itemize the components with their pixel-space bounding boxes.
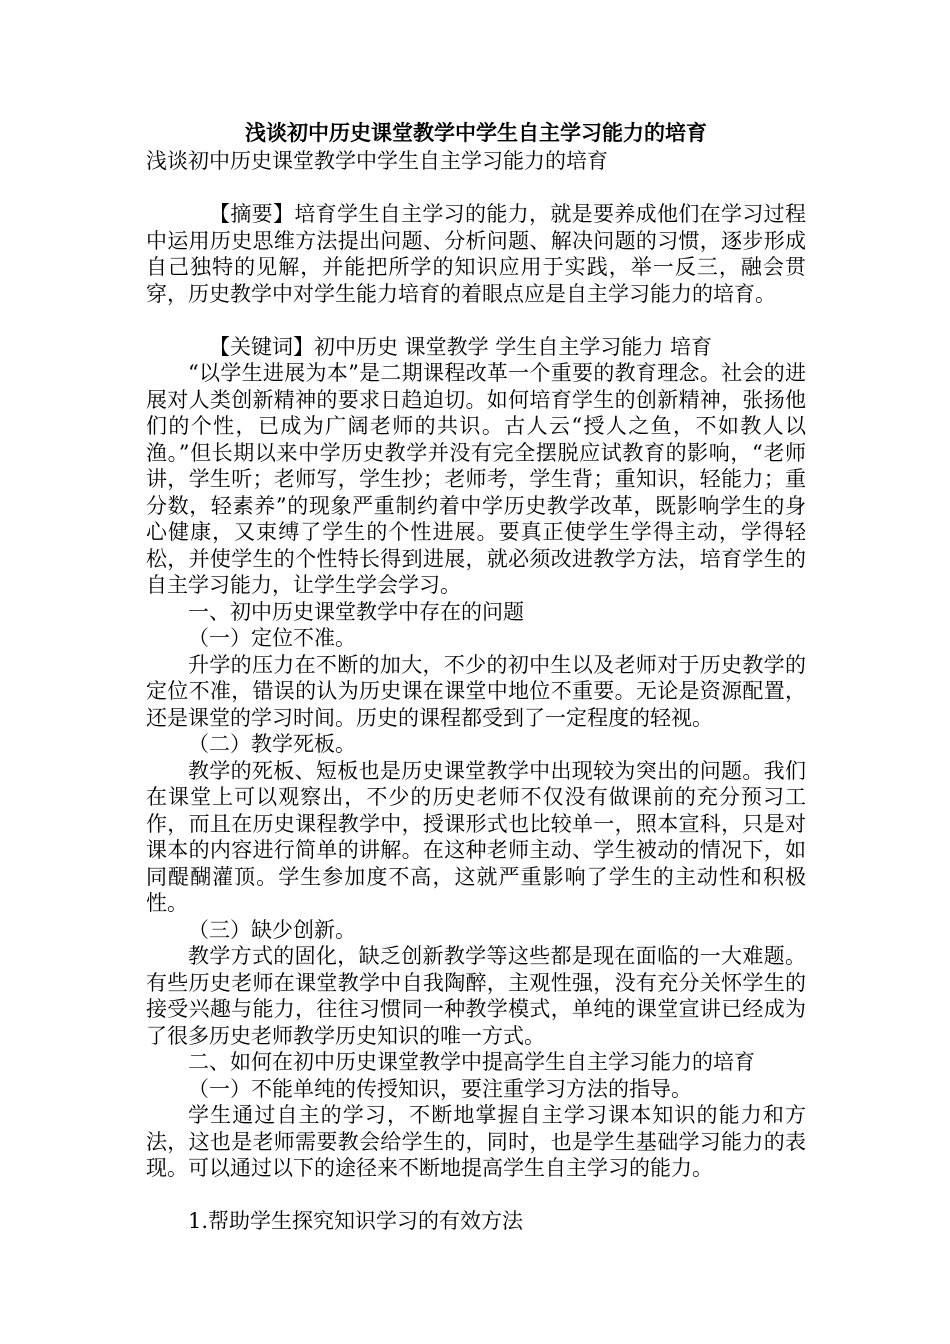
subsection-heading-1-1: （一）定位不准。 [188, 626, 356, 650]
abstract-paragraph: 【摘要】培育学生自主学习的能力，就是要养成他们在学习过程中运用历史思维方法提出问题、分析问题、解决问题的习惯，逐步形成自己独特的见解，并能把所学的知识应用于实践，举一反三，融会贯穿，历史教学中对学生能力培育的着眼点应是自主学习能力的培育。 [146, 202, 806, 306]
list-item-1: 1.帮助学生探究知识学习的有效方法 [188, 1209, 524, 1233]
subsection-heading-1-2: （二）教学死板。 [188, 732, 356, 756]
subsection-body-1-3: 教学方式的固化，缺乏创新教学等这些都是现在面临的一大难题。有些历史老师在课堂教学中自我陶醉，主观性强，没有充分关怀学生的接受兴趣与能力，往往习惯同一种教学模式，单纯的课堂宣讲已经成为了很多历史老师教学历史知识的唯一方式。 [146, 944, 806, 1048]
section-heading-2: 二、如何在初中历史课堂教学中提高学生自主学习能力的培育 [188, 1050, 755, 1074]
subsection-heading-1-3: （三）缺少创新。 [188, 917, 356, 942]
subsection-body-1-2: 教学的死板、短板也是历史课堂教学中出现较为突出的问题。我们在课堂上可以观察出，不少的历史老师不仅没有做课前的充分预习工作，而且在历史课程教学中，授课形式也比较单一，照本宣科，只是对课本的内容进行简单的讲解。在这种老师主动、学生被动的情况下，如同醍醐灌顶。学生参加度不高，这就严重影响了学生的主动性和积极性。 [146, 758, 806, 915]
spacer [146, 307, 806, 334]
spacer [146, 1182, 806, 1209]
subsection-heading-2-1: （一）不能单纯的传授知识，要注重学习方法的指导。 [188, 1076, 692, 1101]
subsection-body-1-1: 升学的压力在不断的加大，不少的初中生以及老师对于历史教学的定位不准，错误的认为历史课在课堂中地位不重要。无论是资源配置，还是课堂的学习时间。历史的课程都受到了一定程度的轻视。 [146, 652, 806, 730]
document-subtitle: 浅谈初中历史课堂教学中学生自主学习能力的培育 [146, 149, 608, 173]
document-page [146, 118, 806, 1235]
subsection-body-2-1: 学生通过自主的学习，不断地掌握自主学习课本知识的能力和方法，这也是老师需要教会给学生的，同时，也是学生基础学习能力的表现。可以通过以下的途径来不断地提高学生自主学习的能力。 [146, 1103, 806, 1180]
document-title: 浅谈初中历史课堂教学中学生自主学习能力的培育 [245, 120, 707, 145]
keywords-line: 【关键词】初中历史 课堂教学 学生自主学习能力 培育 [209, 334, 713, 359]
section-heading-1: 一、初中历史课堂教学中存在的问题 [188, 599, 524, 624]
spacer [146, 175, 806, 202]
intro-paragraph: “以学生进展为本”是二期课程改革一个重要的教育理念。社会的进展对人类创新精神的要求日趋迫切。如何培育学生的创新精神，张扬他们的个性，已成为广阔老师的共识。古人云“授人之鱼，不如教人以渔。”但长期以来中学历史教学并没有完全摆脱应试教育的影响，“老师讲，学生听；老师写，学生抄；老师考，学生背；重知识，轻能力；重分数，轻素养”的现象严重制约着中学历史教学改革，既影响学生的身心健康，又束缚了学生的个性进展。要真正使学生学得主动，学得轻松，并使学生的个性特长得到进展，就必须改进教学方法，培育学生的自主学习能力，让学生学会学习。 [146, 361, 806, 597]
